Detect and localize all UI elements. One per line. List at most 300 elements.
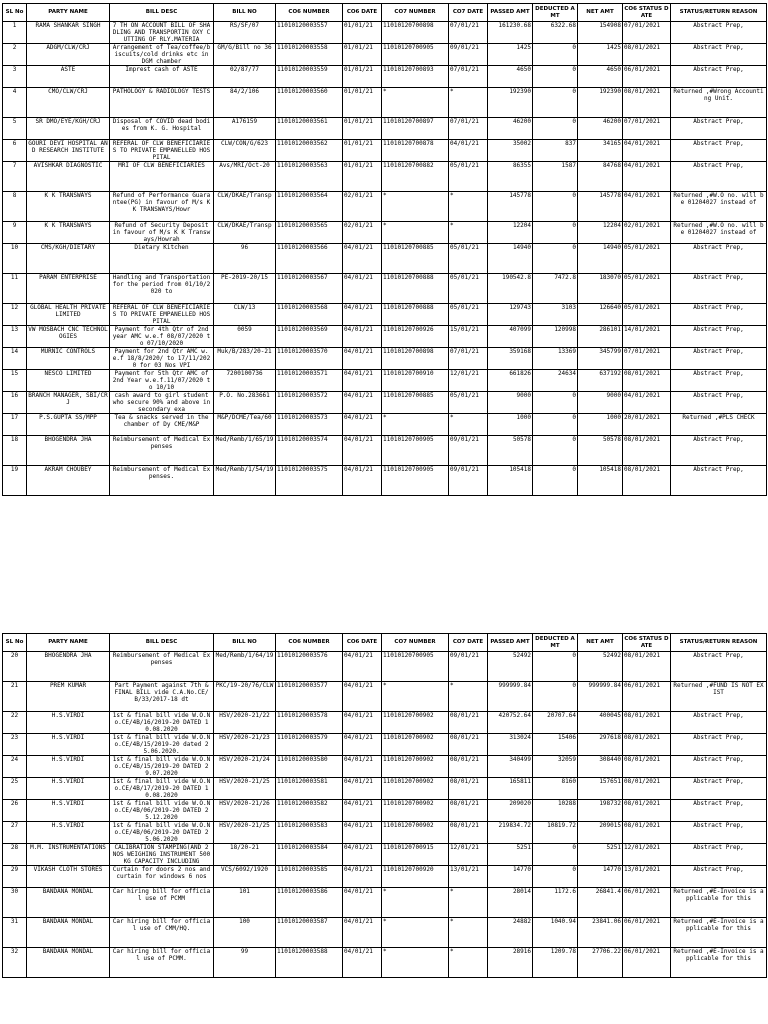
- co7-date-cell: *: [449, 88, 488, 118]
- net-amt-cell: 27706.22: [578, 948, 623, 978]
- co6-number-cell: 11010120003588: [276, 948, 343, 978]
- deducted-amt-cell: 0: [533, 118, 578, 140]
- status-reason-cell: Abstract Prep,: [671, 822, 767, 844]
- table-row: [3, 88, 767, 118]
- bill-no-cell: Med/Remb/1/65/19: [214, 436, 276, 466]
- bill-register-table-2: [2, 633, 767, 978]
- net-amt-cell: 14940: [578, 244, 623, 274]
- party-name-cell: RAMA SHANKAR SINGH: [27, 22, 110, 44]
- co7-number-cell: 11010120700920: [382, 866, 449, 888]
- bill-desc-cell: Payment for 2nd Qtr AMC w.e.f 18/8/2020/ to 17/11/2020 for 03 Nos VPI: [110, 348, 214, 370]
- sl-no-cell: 9: [3, 222, 27, 244]
- co6-date-cell: 01/01/21: [343, 22, 382, 44]
- status-reason-cell: Abstract Prep,: [671, 22, 767, 44]
- column-header-deducted-amt: DEDUCTED AMT: [533, 634, 578, 652]
- net-amt-cell: 154908: [578, 22, 623, 44]
- co7-date-cell: 09/01/21: [449, 44, 488, 66]
- status-reason-cell: Returned ,#E-Invoice is applicable for this: [671, 918, 767, 948]
- column-header-co6-status-date: CO6 STATUS DATE: [623, 4, 671, 22]
- passed-amt-cell: 9000: [488, 392, 533, 414]
- net-amt-cell: 126640: [578, 304, 623, 326]
- co6-date-cell: 04/01/21: [343, 756, 382, 778]
- net-amt-cell: 14770: [578, 866, 623, 888]
- status-reason-cell: Abstract Prep,: [671, 326, 767, 348]
- co6-number-cell: 11010120003567: [276, 274, 343, 304]
- passed-amt-cell: 359168: [488, 348, 533, 370]
- bill-no-cell: 02/87/77: [214, 66, 276, 88]
- sl-no-cell: 27: [3, 822, 27, 844]
- table-row: [3, 414, 767, 436]
- table-row: [3, 436, 767, 466]
- co6-date-cell: 04/01/21: [343, 348, 382, 370]
- passed-amt-cell: 165811: [488, 778, 533, 800]
- column-header-co7-number: CO7 NUMBER: [382, 4, 449, 22]
- party-name-cell: H.S.VIRDI: [27, 756, 110, 778]
- status-reason-cell: Abstract Prep,: [671, 118, 767, 140]
- table-row: [3, 392, 767, 414]
- bill-no-cell: VCS/6092/1920: [214, 866, 276, 888]
- bill-no-cell: 7200100736: [214, 370, 276, 392]
- table-row: [3, 370, 767, 392]
- party-name-cell: M.M. INSTRUMENTATIONS: [27, 844, 110, 866]
- bill-desc-cell: 1st & final bill vide W.O.No.CE/4B/15/2019-20 dated 25.06.2020.: [110, 734, 214, 756]
- party-name-cell: BHOGENDRA JHA: [27, 652, 110, 682]
- co7-number-cell: 11010120700905: [382, 44, 449, 66]
- net-amt-cell: 52492: [578, 652, 623, 682]
- table-header-row: [3, 4, 767, 22]
- party-name-cell: H.S.VIRDI: [27, 712, 110, 734]
- status-reason-cell: Abstract Prep,: [671, 304, 767, 326]
- deducted-amt-cell: 0: [533, 244, 578, 274]
- column-header-bill-no: BILL NO: [214, 4, 276, 22]
- co6-status-date-cell: 06/01/2021: [623, 888, 671, 918]
- co7-date-cell: 09/01/21: [449, 436, 488, 466]
- party-name-cell: ADGM/CLW/CRJ: [27, 44, 110, 66]
- column-header-bill-desc: BILL DESC: [110, 4, 214, 22]
- co7-number-cell: *: [382, 888, 449, 918]
- bill-no-cell: M&P/DCME/Tea/60: [214, 414, 276, 436]
- status-reason-cell: Abstract Prep,: [671, 844, 767, 866]
- party-name-cell: K K TRANSWAYS: [27, 222, 110, 244]
- co7-number-cell: *: [382, 192, 449, 222]
- co6-number-cell: 11010120003580: [276, 756, 343, 778]
- co6-status-date-cell: 08/01/2021: [623, 712, 671, 734]
- co6-status-date-cell: 08/01/2021: [623, 778, 671, 800]
- co6-status-date-cell: 08/01/2021: [623, 436, 671, 466]
- bill-desc-cell: Reimbursement of Medical Expenses.: [110, 466, 214, 496]
- co7-date-cell: 09/01/21: [449, 466, 488, 496]
- table-row: [3, 800, 767, 822]
- co6-status-date-cell: 04/01/2021: [623, 392, 671, 414]
- net-amt-cell: 637192: [578, 370, 623, 392]
- co6-date-cell: 04/01/21: [343, 844, 382, 866]
- co6-date-cell: 04/01/21: [343, 304, 382, 326]
- bill-register-page-2: [2, 633, 766, 978]
- bill-desc-cell: Car hiring bill for official use of PCMM.: [110, 948, 214, 978]
- party-name-cell: CMS/KGH/DIETARY: [27, 244, 110, 274]
- bill-no-cell: GM/G/Bill no 36: [214, 44, 276, 66]
- co6-number-cell: 11010120003559: [276, 66, 343, 88]
- passed-amt-cell: 219834.72: [488, 822, 533, 844]
- passed-amt-cell: 192390: [488, 88, 533, 118]
- passed-amt-cell: 145778: [488, 192, 533, 222]
- party-name-cell: BRANCH MANAGER, SBI/CRJ: [27, 392, 110, 414]
- passed-amt-cell: 420752.64: [488, 712, 533, 734]
- bill-no-cell: CLW/CON/G/623: [214, 140, 276, 162]
- status-reason-cell: Returned ,#E-Invoice is applicable for this: [671, 888, 767, 918]
- co7-date-cell: 07/01/21: [449, 118, 488, 140]
- deducted-amt-cell: 0: [533, 44, 578, 66]
- co6-status-date-cell: 08/01/2021: [623, 652, 671, 682]
- deducted-amt-cell: 6322.68: [533, 22, 578, 44]
- status-reason-cell: Abstract Prep,: [671, 162, 767, 192]
- co6-status-date-cell: 06/01/2021: [623, 948, 671, 978]
- co6-status-date-cell: 08/01/2021: [623, 370, 671, 392]
- bill-register-table-1: [2, 3, 767, 496]
- co7-date-cell: 08/01/21: [449, 778, 488, 800]
- status-reason-cell: Abstract Prep,: [671, 370, 767, 392]
- sl-no-cell: 21: [3, 682, 27, 712]
- passed-amt-cell: 407099: [488, 326, 533, 348]
- co6-status-date-cell: 13/01/2021: [623, 866, 671, 888]
- co6-date-cell: 01/01/21: [343, 162, 382, 192]
- column-header-co6-date: CO6 DATE: [343, 4, 382, 22]
- sl-no-cell: 1: [3, 22, 27, 44]
- sl-no-cell: 26: [3, 800, 27, 822]
- net-amt-cell: 84768: [578, 162, 623, 192]
- co6-date-cell: 04/01/21: [343, 822, 382, 844]
- table-row: [3, 192, 767, 222]
- deducted-amt-cell: 0: [533, 192, 578, 222]
- net-amt-cell: 9000: [578, 392, 623, 414]
- status-reason-cell: Returned ,#E-Invoice is applicable for this: [671, 948, 767, 978]
- status-reason-cell: Abstract Prep,: [671, 66, 767, 88]
- co7-date-cell: 04/01/21: [449, 140, 488, 162]
- co6-number-cell: 11010120003573: [276, 414, 343, 436]
- sl-no-cell: 32: [3, 948, 27, 978]
- co6-date-cell: 04/01/21: [343, 652, 382, 682]
- bill-desc-cell: Car hiring bill for official use of PCMM: [110, 888, 214, 918]
- deducted-amt-cell: 0: [533, 682, 578, 712]
- column-header-co7-date: CO7 DATE: [449, 634, 488, 652]
- bill-register-page-1: [2, 3, 766, 496]
- bill-no-cell: CLW/DKAE/Transp: [214, 192, 276, 222]
- bill-no-cell: CLW/13: [214, 304, 276, 326]
- passed-amt-cell: 35002: [488, 140, 533, 162]
- co6-date-cell: 04/01/21: [343, 392, 382, 414]
- party-name-cell: AKRAM CHOUBEY: [27, 466, 110, 496]
- co6-number-cell: 11010120003585: [276, 866, 343, 888]
- table-row: [3, 948, 767, 978]
- co6-number-cell: 11010120003569: [276, 326, 343, 348]
- passed-amt-cell: 46200: [488, 118, 533, 140]
- sl-no-cell: 14: [3, 348, 27, 370]
- co7-number-cell: 11010120700878: [382, 140, 449, 162]
- table-row: [3, 756, 767, 778]
- status-reason-cell: Abstract Prep,: [671, 244, 767, 274]
- co6-date-cell: 04/01/21: [343, 734, 382, 756]
- co7-number-cell: 11010120700897: [382, 118, 449, 140]
- co7-number-cell: 11010120700882: [382, 162, 449, 192]
- co7-number-cell: 11010120700926: [382, 326, 449, 348]
- status-reason-cell: Abstract Prep,: [671, 800, 767, 822]
- co6-date-cell: 04/01/21: [343, 712, 382, 734]
- net-amt-cell: 345799: [578, 348, 623, 370]
- co7-date-cell: 08/01/21: [449, 734, 488, 756]
- status-reason-cell: Abstract Prep,: [671, 866, 767, 888]
- net-amt-cell: 400045: [578, 712, 623, 734]
- co6-status-date-cell: 07/01/2021: [623, 118, 671, 140]
- bill-no-cell: HSV/2020-21/22: [214, 712, 276, 734]
- sl-no-cell: 5: [3, 118, 27, 140]
- passed-amt-cell: 14940: [488, 244, 533, 274]
- deducted-amt-cell: 1587: [533, 162, 578, 192]
- table-row: [3, 244, 767, 274]
- bill-no-cell: Muk/B/283/20-21: [214, 348, 276, 370]
- co6-status-date-cell: 12/01/2021: [623, 844, 671, 866]
- bill-desc-cell: Part Payment against 7th & FINAL BILL vide C.A.No.CE/B/33/2017-18 dt: [110, 682, 214, 712]
- sl-no-cell: 10: [3, 244, 27, 274]
- sl-no-cell: 24: [3, 756, 27, 778]
- net-amt-cell: 209015: [578, 822, 623, 844]
- co7-date-cell: 05/01/21: [449, 274, 488, 304]
- net-amt-cell: 308440: [578, 756, 623, 778]
- co6-date-cell: 04/01/21: [343, 800, 382, 822]
- co6-number-cell: 11010120003583: [276, 822, 343, 844]
- co7-number-cell: 11010120700905: [382, 652, 449, 682]
- co7-date-cell: 05/01/21: [449, 392, 488, 414]
- bill-no-cell: 96: [214, 244, 276, 274]
- bill-desc-cell: 7 TH ON ACCOUNT BILL OF SHADLING AND TRANSPORTIN OXY CUTTING OF RLY.MATERIA: [110, 22, 214, 44]
- passed-amt-cell: 52492: [488, 652, 533, 682]
- bill-no-cell: 0059: [214, 326, 276, 348]
- party-name-cell: SR DMO/EYE/KGH/CRJ: [27, 118, 110, 140]
- bill-no-cell: 101: [214, 888, 276, 918]
- co7-number-cell: 11010120700905: [382, 466, 449, 496]
- table-row: [3, 222, 767, 244]
- co6-status-date-cell: 08/01/2021: [623, 800, 671, 822]
- party-name-cell: BANDANA MONDAL: [27, 888, 110, 918]
- co7-date-cell: 09/01/21: [449, 652, 488, 682]
- passed-amt-cell: 28014: [488, 888, 533, 918]
- co6-number-cell: 11010120003568: [276, 304, 343, 326]
- column-header-party-name: PARTY NAME: [27, 4, 110, 22]
- deducted-amt-cell: 13369: [533, 348, 578, 370]
- co7-date-cell: 08/01/21: [449, 756, 488, 778]
- co6-date-cell: 04/01/21: [343, 436, 382, 466]
- deducted-amt-cell: 0: [533, 88, 578, 118]
- status-reason-cell: Returned ,#W.O no. will be 01204027 instead of: [671, 192, 767, 222]
- co6-date-cell: 04/01/21: [343, 326, 382, 348]
- co7-date-cell: 08/01/21: [449, 712, 488, 734]
- co6-number-cell: 11010120003578: [276, 712, 343, 734]
- column-header-status-reason: STATUS/RETURN REASON: [671, 634, 767, 652]
- table-row: [3, 304, 767, 326]
- co7-number-cell: *: [382, 222, 449, 244]
- co6-number-cell: 11010120003558: [276, 44, 343, 66]
- co7-number-cell: 11010120700898: [382, 22, 449, 44]
- co6-number-cell: 11010120003582: [276, 800, 343, 822]
- net-amt-cell: 183070: [578, 274, 623, 304]
- co6-number-cell: 11010120003557: [276, 22, 343, 44]
- passed-amt-cell: 661826: [488, 370, 533, 392]
- sl-no-cell: 19: [3, 466, 27, 496]
- party-name-cell: VIKASH CLOTH STORES: [27, 866, 110, 888]
- passed-amt-cell: 313024: [488, 734, 533, 756]
- net-amt-cell: 157651: [578, 778, 623, 800]
- net-amt-cell: 4650: [578, 66, 623, 88]
- co7-date-cell: *: [449, 414, 488, 436]
- co7-date-cell: 08/01/21: [449, 822, 488, 844]
- deducted-amt-cell: 0: [533, 436, 578, 466]
- bill-no-cell: 99: [214, 948, 276, 978]
- co7-number-cell: 11010120700902: [382, 712, 449, 734]
- bill-no-cell: RS/SF/07: [214, 22, 276, 44]
- co7-date-cell: *: [449, 948, 488, 978]
- table-row: [3, 274, 767, 304]
- co6-status-date-cell: 02/01/2021: [623, 222, 671, 244]
- party-name-cell: CMO/CLW/CRJ: [27, 88, 110, 118]
- co6-date-cell: 02/01/21: [343, 222, 382, 244]
- sl-no-cell: 17: [3, 414, 27, 436]
- bill-desc-cell: 1st & final bill vide W.O.No.CE/4B/06/2019-20 DATED 25.06.2020: [110, 822, 214, 844]
- co6-number-cell: 11010120003587: [276, 918, 343, 948]
- bill-no-cell: CLW/DKAE/Transp: [214, 222, 276, 244]
- bill-desc-cell: CALIBRATION STAMPING(AND 2 NOS WEIGHING INSTRUMENT 500KG CAPACITY INCLUDING: [110, 844, 214, 866]
- deducted-amt-cell: 0: [533, 466, 578, 496]
- column-header-sl-no: SL No: [3, 4, 27, 22]
- sl-no-cell: 11: [3, 274, 27, 304]
- bill-desc-cell: 1st & final bill vide W.O.No.CE/4B/16/2019-20 DATED 10.08.2020: [110, 712, 214, 734]
- co6-date-cell: 04/01/21: [343, 948, 382, 978]
- passed-amt-cell: 28916: [488, 948, 533, 978]
- sl-no-cell: 13: [3, 326, 27, 348]
- table-row: [3, 822, 767, 844]
- bill-desc-cell: Tea & snacks served in the chamber of Dy CME/M&P: [110, 414, 214, 436]
- co7-date-cell: *: [449, 192, 488, 222]
- net-amt-cell: 999999.84: [578, 682, 623, 712]
- co7-number-cell: *: [382, 414, 449, 436]
- deducted-amt-cell: 24634: [533, 370, 578, 392]
- status-reason-cell: Abstract Prep,: [671, 778, 767, 800]
- co7-number-cell: 11010120700893: [382, 66, 449, 88]
- column-header-net-amt: NET AMT: [578, 634, 623, 652]
- co7-date-cell: 07/01/21: [449, 66, 488, 88]
- co6-status-date-cell: 05/01/2021: [623, 244, 671, 274]
- co6-status-date-cell: 14/01/2021: [623, 326, 671, 348]
- co6-number-cell: 11010120003572: [276, 392, 343, 414]
- passed-amt-cell: 161230.68: [488, 22, 533, 44]
- co6-number-cell: 11010120003576: [276, 652, 343, 682]
- passed-amt-cell: 1425: [488, 44, 533, 66]
- bill-no-cell: HSV/2020-21/26: [214, 800, 276, 822]
- sl-no-cell: 31: [3, 918, 27, 948]
- co6-date-cell: 04/01/21: [343, 414, 382, 436]
- status-reason-cell: Abstract Prep,: [671, 392, 767, 414]
- bill-desc-cell: Reimbursement of Medical Expenses: [110, 652, 214, 682]
- column-header-sl-no: SL No: [3, 634, 27, 652]
- party-name-cell: BHOGENDRA JHA: [27, 436, 110, 466]
- party-name-cell: GLOBAL HEALTH PRIVATE LIMITED: [27, 304, 110, 326]
- deducted-amt-cell: 8160: [533, 778, 578, 800]
- co6-number-cell: 11010120003561: [276, 118, 343, 140]
- net-amt-cell: 105418: [578, 466, 623, 496]
- sl-no-cell: 3: [3, 66, 27, 88]
- co7-number-cell: 11010120700902: [382, 756, 449, 778]
- deducted-amt-cell: 0: [533, 222, 578, 244]
- deducted-amt-cell: 32059: [533, 756, 578, 778]
- bill-no-cell: PKC/19-20/76/CLW: [214, 682, 276, 712]
- co7-number-cell: 11010120700888: [382, 304, 449, 326]
- bill-desc-cell: Curtain for doors 2 nos and curtain for windows 6 nos: [110, 866, 214, 888]
- net-amt-cell: 198732: [578, 800, 623, 822]
- deducted-amt-cell: 0: [533, 392, 578, 414]
- co6-status-date-cell: 08/01/2021: [623, 734, 671, 756]
- table-row: [3, 918, 767, 948]
- co7-number-cell: 11010120700898: [382, 348, 449, 370]
- passed-amt-cell: 105418: [488, 466, 533, 496]
- table-row: [3, 844, 767, 866]
- co6-number-cell: 11010120003574: [276, 436, 343, 466]
- bill-no-cell: Med/Remb/1/64/19: [214, 652, 276, 682]
- sl-no-cell: 12: [3, 304, 27, 326]
- sl-no-cell: 29: [3, 866, 27, 888]
- net-amt-cell: 26841.4: [578, 888, 623, 918]
- passed-amt-cell: 209020: [488, 800, 533, 822]
- bill-desc-cell: PATHOLOGY & RADIOLOGY TESTS: [110, 88, 214, 118]
- bill-no-cell: HSV/2020-21/25: [214, 778, 276, 800]
- table-row: [3, 140, 767, 162]
- table-row: [3, 778, 767, 800]
- party-name-cell: VW MOSBACH CNC TECHNOLOGIES: [27, 326, 110, 348]
- party-name-cell: MURNIC CONTROLS: [27, 348, 110, 370]
- status-reason-cell: Abstract Prep,: [671, 140, 767, 162]
- party-name-cell: PARAM ENTERPRISE: [27, 274, 110, 304]
- column-header-bill-desc: BILL DESC: [110, 634, 214, 652]
- party-name-cell: H.S.VIRDI: [27, 778, 110, 800]
- column-header-co6-status-date: CO6 STATUS DATE: [623, 634, 671, 652]
- party-name-cell: PREM KUMAR: [27, 682, 110, 712]
- status-reason-cell: Returned ,#PLS CHECK: [671, 414, 767, 436]
- co7-number-cell: 11010120700885: [382, 244, 449, 274]
- deducted-amt-cell: 0: [533, 414, 578, 436]
- deducted-amt-cell: 0: [533, 66, 578, 88]
- co7-date-cell: 07/01/21: [449, 22, 488, 44]
- co7-date-cell: *: [449, 888, 488, 918]
- deducted-amt-cell: 15406: [533, 734, 578, 756]
- status-reason-cell: Abstract Prep,: [671, 712, 767, 734]
- party-name-cell: NESCO LIMITED: [27, 370, 110, 392]
- bill-no-cell: P.O. No.283661: [214, 392, 276, 414]
- co6-number-cell: 11010120003570: [276, 348, 343, 370]
- sl-no-cell: 8: [3, 192, 27, 222]
- passed-amt-cell: 999999.84: [488, 682, 533, 712]
- passed-amt-cell: 1000: [488, 414, 533, 436]
- column-header-passed-amt: PASSED AMT: [488, 634, 533, 652]
- bill-no-cell: Avs/MRI/Oct-20: [214, 162, 276, 192]
- bill-desc-cell: Payment for 5th Qtr AMC of 2nd Year w.e.f.11/07/2020 to 10/10: [110, 370, 214, 392]
- net-amt-cell: 1000: [578, 414, 623, 436]
- status-reason-cell: Returned ,#W.O no. will be 01204027 instead of: [671, 222, 767, 244]
- passed-amt-cell: 14770: [488, 866, 533, 888]
- co6-status-date-cell: 05/01/2021: [623, 304, 671, 326]
- party-name-cell: ASTE: [27, 66, 110, 88]
- co6-number-cell: 11010120003564: [276, 192, 343, 222]
- table-row: [3, 44, 767, 66]
- co6-date-cell: 01/01/21: [343, 66, 382, 88]
- net-amt-cell: 23841.06: [578, 918, 623, 948]
- column-header-party-name: PARTY NAME: [27, 634, 110, 652]
